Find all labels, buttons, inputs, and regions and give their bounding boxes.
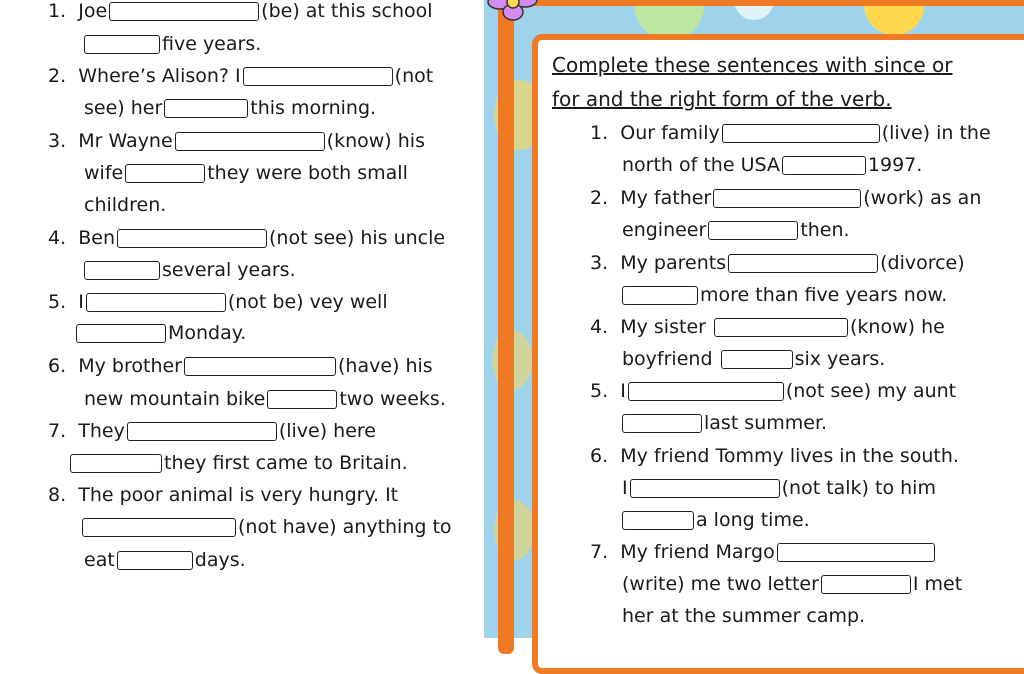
answer-box[interactable]	[821, 575, 911, 594]
right-line-3: 2. My father (work) as an	[590, 187, 982, 209]
answer-box[interactable]	[117, 229, 267, 248]
left-line-2: five years.	[82, 31, 261, 57]
left-line-11: Monday.	[74, 320, 246, 346]
answer-box[interactable]	[267, 390, 337, 409]
answer-box[interactable]	[243, 67, 393, 86]
right-line-10: last summer.	[620, 410, 827, 436]
answer-box[interactable]	[117, 551, 193, 570]
answer-box[interactable]	[164, 99, 248, 118]
answer-box[interactable]	[127, 422, 277, 441]
right-line-4: engineer then.	[622, 219, 850, 241]
answer-box[interactable]	[184, 357, 336, 376]
answer-box[interactable]	[628, 382, 784, 401]
answer-box[interactable]	[109, 2, 259, 21]
answer-box[interactable]	[70, 454, 162, 473]
left-line-16: 8. The poor animal is very hungry. It	[48, 484, 399, 506]
answer-box[interactable]	[622, 414, 702, 433]
instruction-line-1: Complete these sentences with since or	[552, 53, 953, 77]
answer-box[interactable]	[84, 261, 160, 280]
left-line-7: children.	[84, 194, 167, 216]
right-line-11: 6. My friend Tommy lives in the south.	[590, 445, 959, 467]
left-line-12: 6. My brother (have) his	[48, 355, 433, 377]
answer-box[interactable]	[76, 324, 166, 343]
left-line-10: 5. I (not be) vey well	[48, 291, 388, 313]
left-line-6: wife they were both small	[84, 162, 408, 184]
answer-box[interactable]	[125, 164, 205, 183]
left-line-15: they first came to Britain.	[68, 450, 408, 476]
answer-box[interactable]	[728, 254, 878, 273]
right-line-15: (write) me two letter I met	[622, 573, 963, 595]
right-line-12: I (not talk) to him	[622, 477, 936, 499]
left-line-17: (not have) anything to	[80, 514, 452, 540]
answer-box[interactable]	[175, 132, 325, 151]
answer-box[interactable]	[708, 221, 798, 240]
frame-left	[498, 0, 514, 654]
answer-box[interactable]	[722, 124, 880, 143]
left-line-14: 7. They (live) here	[48, 420, 376, 442]
answer-box[interactable]	[86, 293, 226, 312]
right-line-9: 5. I (not see) my aunt	[590, 380, 957, 402]
instruction-line-2: for and the right form of the verb.	[552, 87, 892, 111]
right-line-8: boyfriend six years.	[622, 348, 886, 370]
left-line-18: eat days.	[84, 549, 246, 571]
right-line-7: 4. My sister (know) he	[590, 316, 945, 338]
left-line-8: 4. Ben (not see) his uncle	[48, 227, 446, 249]
answer-box[interactable]	[84, 35, 160, 54]
answer-box[interactable]	[721, 350, 793, 369]
right-line-16: her at the summer camp.	[622, 605, 866, 627]
right-line-6: more than five years now.	[620, 282, 947, 308]
answer-box[interactable]	[777, 543, 935, 562]
left-line-3: 2. Where’s Alison? I (not	[48, 65, 434, 87]
left-line-1: 1. Joe (be) at this school	[48, 0, 433, 22]
right-line-1: 1. Our family (live) in the	[590, 122, 991, 144]
answer-box[interactable]	[82, 518, 236, 537]
answer-box[interactable]	[782, 156, 866, 175]
left-line-13: new mountain bike two weeks.	[84, 388, 446, 410]
answer-box[interactable]	[713, 189, 861, 208]
right-line-13: a long time.	[620, 507, 810, 533]
left-line-9: several years.	[82, 257, 296, 283]
answer-box[interactable]	[622, 511, 694, 530]
answer-box[interactable]	[630, 479, 780, 498]
answer-box[interactable]	[714, 318, 848, 337]
right-line-5: 3. My parents (divorce)	[590, 252, 965, 274]
frame-top	[498, 0, 1024, 6]
left-line-4: see) her this morning.	[84, 97, 377, 119]
left-line-5: 3. Mr Wayne (know) his	[48, 130, 425, 152]
flower-icon	[480, 0, 550, 30]
answer-box[interactable]	[622, 286, 698, 305]
right-line-2: north of the USA 1997.	[622, 154, 923, 176]
right-line-14: 7. My friend Margo	[590, 539, 937, 565]
